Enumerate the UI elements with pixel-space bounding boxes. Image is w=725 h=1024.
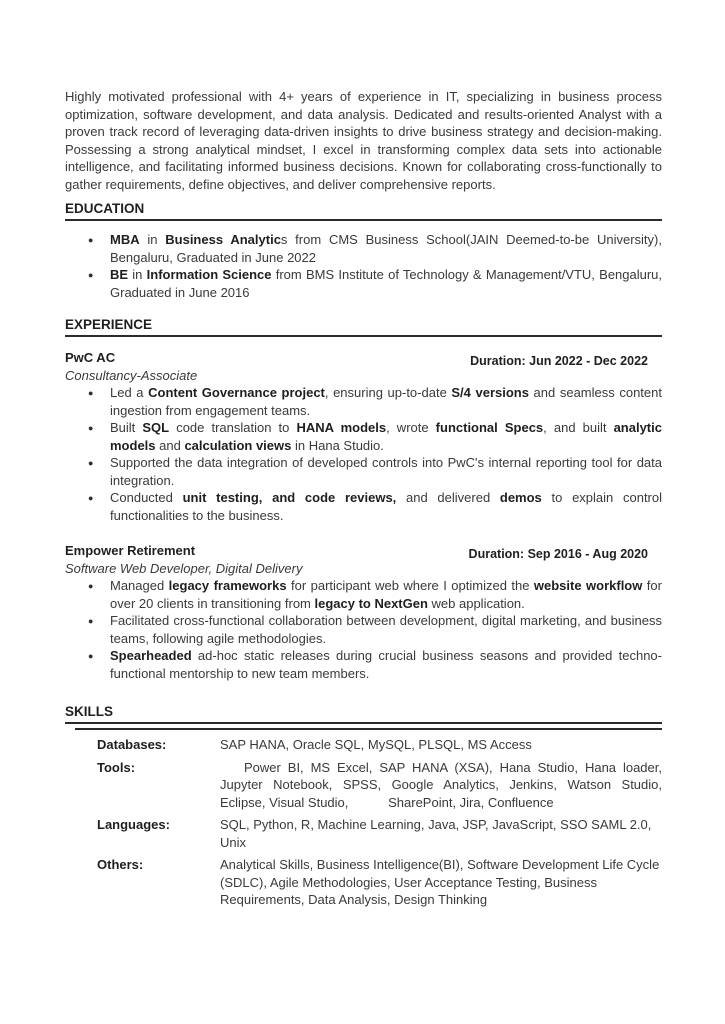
skills-value: SQL, Python, R, Machine Learning, Java, JSP, JavaScript, SSO SAML 2.0, Unix (220, 817, 652, 850)
skills-row-databases (75, 736, 662, 754)
list-item (65, 647, 662, 682)
skills-category-label: Databases: (97, 737, 167, 752)
list-item-text (110, 648, 662, 681)
skills-value: Analytical Skills, Business Intelligence(BI), Software Development Life Cycle (SDLC), Agile Methodologies, User Acceptance Testing, Business Requirements, Data Analysis, Design Thinking (220, 857, 660, 907)
text: Managed (110, 578, 169, 593)
job-duration: Duration: Jun 2022 - Dec 2022 (470, 354, 648, 368)
bullet-icon: ● (88, 423, 94, 433)
text: web application. (427, 595, 525, 611)
text: for over 20 clients in transitioning from (110, 578, 662, 611)
experience-section (65, 317, 662, 682)
text: from BMS Institute of Technology & Management/VTU, Bengaluru, Graduated in June 2016 (110, 267, 663, 300)
text: Supported the data integration of developed controls into PwC's internal reporting tool for data integration. (110, 455, 662, 488)
list-item-text (110, 490, 662, 523)
text: in (139, 232, 166, 247)
list-item-text (110, 232, 662, 265)
bold-text: MBA (110, 232, 140, 247)
list-item (65, 384, 662, 419)
job-list (65, 349, 662, 682)
bold-text: legacy to NextGen (314, 595, 428, 611)
text: s from CMS Business School(JAIN Deemed-to-be University), Bengaluru, Graduated in June 2022 (110, 232, 662, 265)
job-role: Software Web Developer, Digital Delivery (65, 560, 303, 576)
job-duration: Duration: Sep 2016 - Aug 2020 (468, 547, 648, 561)
skills-value: Power BI, MS Excel, SAP HANA (XSA), Hana Studio, Hana loader, Jupyter Notebook, SPSS, Google Analytics, Jenkins, Watson Studio, Eclipse, Visual Studio, SharePoint, Jira, Confluence (220, 759, 662, 810)
job-block (65, 542, 662, 682)
skills-row-tools (75, 759, 662, 812)
skills-row-others (75, 856, 662, 909)
list-item-text (110, 267, 662, 300)
bullet-icon: ● (88, 651, 94, 661)
job-header (65, 542, 662, 560)
bold-text: unit testing, and code reviews, (182, 490, 397, 505)
text: code translation to (169, 420, 297, 435)
skills-value: SAP HANA, Oracle SQL, MySQL, PLSQL, MS Access (220, 737, 532, 752)
bold-text: S/4 versions (451, 385, 529, 400)
skills-heading: SKILLS (65, 704, 662, 724)
text: to explain control functionalities to the business. (110, 490, 663, 523)
list-item-text (110, 385, 662, 418)
skills-category-label: Tools: (97, 759, 136, 775)
skills-category-label: Languages: (97, 817, 170, 832)
resume-content (65, 88, 662, 914)
list-item (65, 266, 662, 301)
text: and (155, 437, 185, 453)
bold-text: demos (499, 490, 542, 505)
bold-text: website workflow (533, 578, 643, 593)
text: in Hana Studio. (291, 437, 384, 453)
summary-paragraph: Highly motivated professional with 4+ years of experience in IT, specializing in business process optimization, software development, and data analysis. Dedicated and results-oriented Analyst with a proven track record of leveraging data-driven insights to drive business strategy and decision-making. Possessing a strong analytical mindset, I excel in transforming complex data sets into actionable intelligence, and facilitating informed business decisions. Known for collaborating cross-functionally to gather requirements, define objectives, and deliver comprehensive reports. (65, 89, 662, 192)
bold-text: Spearheaded (110, 648, 192, 663)
text: Built (110, 420, 143, 435)
bullet-icon: ● (88, 493, 94, 503)
skills-table (75, 728, 662, 909)
text: Conducted (110, 490, 183, 505)
job-bullet-list (65, 384, 662, 524)
bold-text: analytic models (110, 420, 662, 453)
bullet-icon: ● (88, 581, 94, 591)
company-name: PwC AC (65, 350, 116, 365)
education-heading: EDUCATION (65, 201, 662, 221)
education-section (65, 201, 662, 301)
job-role: Consultancy-Associate (65, 367, 198, 383)
text: , ensuring up-to-date (324, 385, 452, 400)
text: , wrote (386, 420, 436, 435)
bold-text: HANA models (296, 420, 387, 435)
company-name: Empower Retirement (65, 543, 196, 558)
list-item (65, 419, 662, 454)
list-item (65, 231, 662, 266)
skills-category-label: Others: (97, 857, 144, 872)
skills-section (65, 704, 662, 909)
bold-text: Content Governance project (148, 385, 325, 400)
text: ad-hoc static releases during crucial business seasons and provided techno-functional mentorship to new team members. (110, 648, 662, 681)
bold-text: Information Science (146, 267, 272, 282)
list-item-text (110, 613, 662, 646)
list-item-text (110, 578, 662, 611)
bullet-icon: ● (88, 616, 94, 626)
bullet-icon: ● (88, 388, 94, 398)
bold-text: SQL (142, 420, 170, 435)
list-item (65, 454, 662, 489)
list-item (65, 489, 662, 524)
bold-text: functional Specs (435, 420, 544, 435)
bold-text: legacy frameworks (168, 578, 287, 593)
job-block (65, 349, 662, 524)
list-item-text (110, 420, 662, 453)
bold-text: calculation views (184, 437, 292, 453)
text: in (128, 267, 147, 282)
text: for participant web where I optimized the (286, 578, 534, 593)
experience-heading: EXPERIENCE (65, 317, 662, 337)
bullet-icon: ● (88, 458, 94, 468)
text: and delivered (396, 490, 500, 505)
bullet-icon: ● (88, 270, 94, 280)
education-list (65, 231, 662, 301)
text: , and built (543, 420, 614, 435)
job-header (65, 349, 662, 367)
text: Led a (110, 385, 149, 400)
text: Facilitated cross-functional collaboration between development, digital marketing, and business teams, following agile methodologies. (110, 613, 662, 646)
text: and seamless content ingestion from engagement teams. (110, 385, 662, 418)
bold-text: Business Analytic (165, 232, 281, 247)
list-item (65, 577, 662, 612)
bullet-icon: ● (88, 235, 94, 245)
bold-text: BE (110, 267, 129, 282)
job-bullet-list (65, 577, 662, 682)
list-item (65, 612, 662, 647)
skills-row-languages (75, 816, 662, 851)
list-item-text (110, 455, 662, 488)
